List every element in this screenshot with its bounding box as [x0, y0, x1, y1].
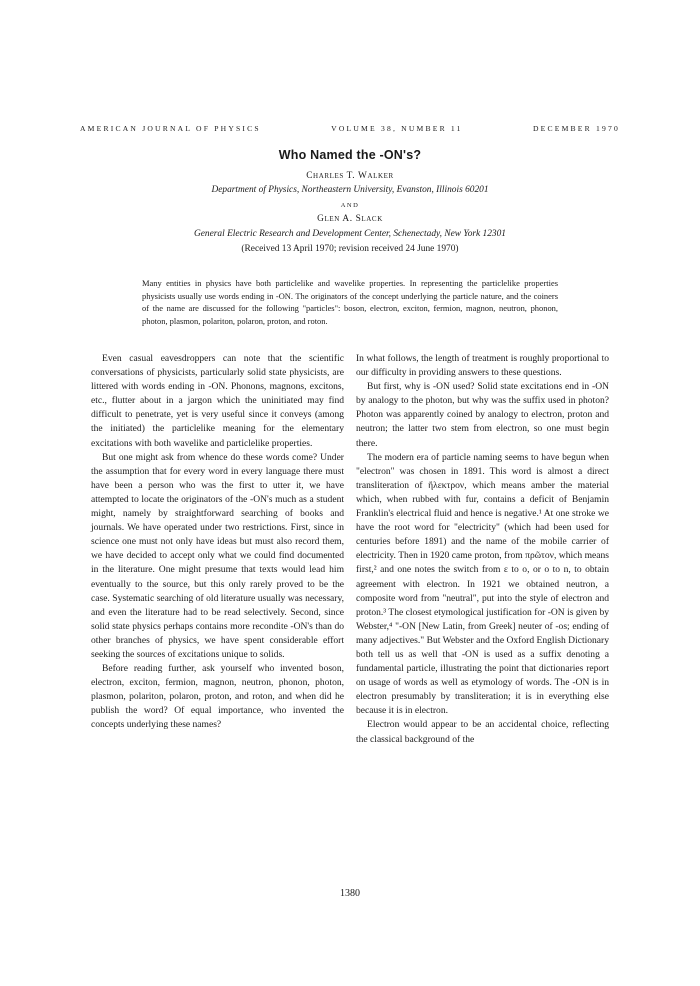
volume-number: VOLUME 38, NUMBER 11 [331, 124, 463, 133]
author-name-2: Glen A. Slack [317, 214, 383, 224]
abstract: Many entities in physics have both particlelike and wavelike properties. In representing the particlelike properties physicists usually use words ending in -ON. The originators of the concept underlying the particle nature, and the coiners of the name are discussed for the following "particles": boson, electron, exciton, fermion, magnon, neutron, phonon, photon, plasmon, polariton, polaron, proton, and roton. [142, 278, 558, 326]
page-number: 1380 [340, 888, 360, 899]
author-affiliation-1: Department of Physics, Northeastern University, Evanston, Illinois 60201 [211, 185, 489, 195]
body-paragraph: But one might ask from whence do these words come? Under the assumption that for every word in every language there must have been a person who was the first to utter it, we have attempted to locate the originators of the -ON's much as a student might, namely by straightforward searching of books and journals. We have operated under two restrictions. First, since in science one must not only have ideas but must also record them, we have decided to accept only what we could find documented in the literature. One might presume that texts would lead him eventually to the source, but this only rarely proved to be the case. Systematic searching of old literature usually was necessary, and even the literature had to be read selectively. Second, since solid state physics perhaps contains more recondite -ON's than do other branches of physics, we have spent considerable effort seeking the sources of excitations unique to solids. [91, 451, 344, 660]
body-paragraph: Before reading further, ask yourself who invented boson, electron, exciton, fermion, magnon, neutron, phonon, photon, plasmon, polariton, polaron, proton, and roton, and when did he publish the word? Of equal importance, who invented the concepts underlying these names? [91, 663, 344, 731]
author-affiliation-2: General Electric Research and Development Center, Schenectady, New York 12301 [194, 229, 506, 239]
issue-date: DECEMBER 1970 [532, 124, 620, 133]
journal-name: AMERICAN JOURNAL OF PHYSICS [80, 124, 261, 133]
right-column [356, 352, 609, 747]
body-paragraph: The modern era of particle naming seems to have begun when "electron" was chosen in 1891. This word is almost a direct transliteration of ἤλεκτρον, which means amber the material which, when rubbed with fur, contains a deficit of Benjamin Franklin's electrical fluid and hence is negative.¹ At one stroke we have the root word for "electricity" (which had been used for centuries before 1891) and the name of the mobile carrier of electricity. Then in 1920 came proton, from πρῶτον, which means first,² and one notes the switch from ε to ο, or o to n, to obtain agreement with electron. In 1921 we obtained neutron, a composite word from "neutral", put into the style of electron and proton.³ The closest etymological justification for -ON is given by Webster,⁴ "-ON [New Latin, from Greek] neuter of -os; ending of many adjectives." But Webster and the Oxford English Dictionary both tell us as well that -ON is used as a suffix denoting a fundamental particle, illustrating the point that dictionaries report on usage of words as well as etymology of words. The -ON is in electron presumably by transliteration; it is in everything else because it is in electron. [356, 451, 609, 717]
body-paragraph: In what follows, the length of treatment is roughly proportional to our difficulty in providing answers to these questions. [356, 353, 609, 379]
left-column [91, 352, 344, 733]
author-name-1: Charles T. Walker [306, 171, 394, 181]
running-head [80, 124, 620, 133]
body-paragraph: Even casual eavesdroppers can note that the scientific conversations of physicists, particularly solid state physicists, are littered with words ending in -ON. Phonons, magnons, excitons, etc., flutter about in a jargon which the uninitiated may find difficult to penetrate, yet is very useful since it conveys (among the initiated) the particlelike meaning for the elementary excitations with both wavelike and particlelike properties. [91, 353, 344, 449]
body-paragraph: But first, why is -ON used? Solid state excitations end in -ON by analogy to the photon, but why was the suffix used in photon? Photon was apparently coined by analogy to electron, proton and neutron; the latter two stem from electron, so one must begin there. [356, 381, 609, 449]
received-dates: (Received 13 April 1970; revision received 24 June 1970) [241, 244, 459, 254]
body-paragraph: Electron would appear to be an accidental choice, reflecting the classical background of the [356, 719, 609, 745]
author-conjunction: AND [340, 202, 360, 209]
article-title: Who Named the -ON's? [278, 148, 422, 162]
